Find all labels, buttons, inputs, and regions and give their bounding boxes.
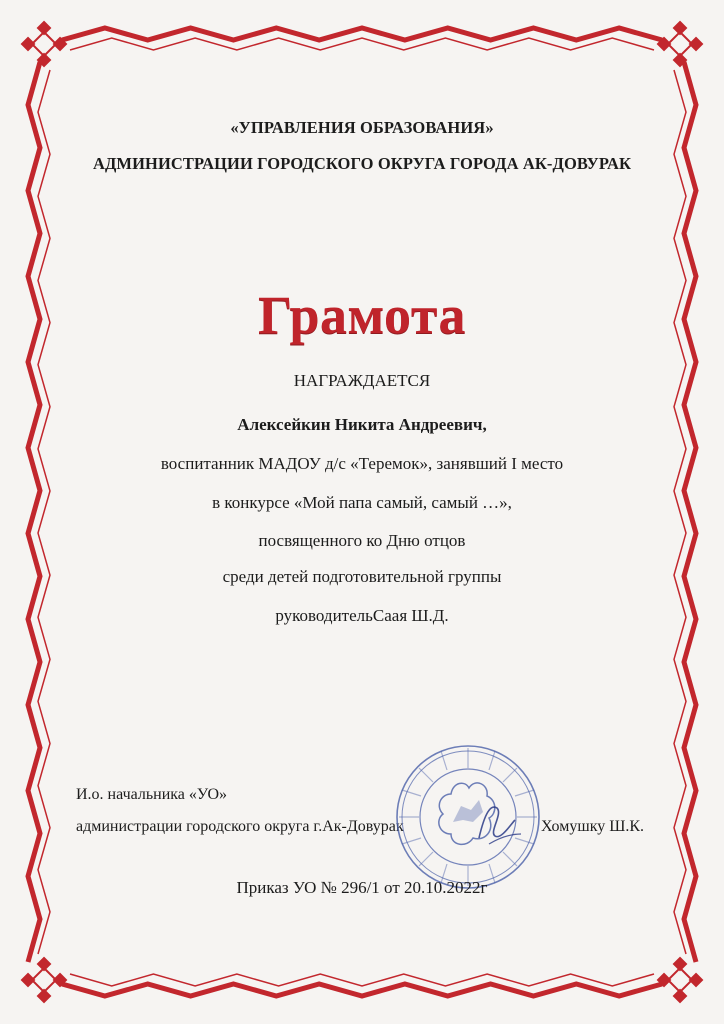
body-line-1: воспитанник МАДОУ д/с «Теремок», занявший I место [160, 454, 564, 473]
signer-position-line-1: И.о. начальника «УО» [76, 786, 227, 803]
signer-position-line-2: администрации городского округа г.Ак-Довурак [76, 818, 404, 835]
body-line-4: среди детей подготовительной группы [222, 567, 502, 586]
body-line-2: в конкурсе «Мой папа самый, самый …», [212, 493, 512, 512]
signer-name: Хомушку Ш.К. [541, 818, 645, 835]
certificate-title: Грамота [257, 285, 467, 345]
awarded-label: НАГРАЖДАЕТСЯ [293, 371, 431, 390]
header-line-1: «УПРАВЛЕНИЯ ОБРАЗОВАНИЯ» [230, 118, 494, 137]
order-reference: Приказ УО № 296/1 от 20.10.2022г [236, 878, 488, 897]
body-line-5: руководительСаая Ш.Д. [275, 606, 449, 625]
recipient-name: Алексейкин Никита Андреевич, [237, 415, 487, 434]
header-line-2: АДМИНИСТРАЦИИ ГОРОДСКОГО ОКРУГА ГОРОДА АК-ДОВУРАК [92, 154, 632, 173]
official-stamp [393, 742, 543, 892]
body-line-3: посвященного ко Дню отцов [258, 531, 466, 550]
